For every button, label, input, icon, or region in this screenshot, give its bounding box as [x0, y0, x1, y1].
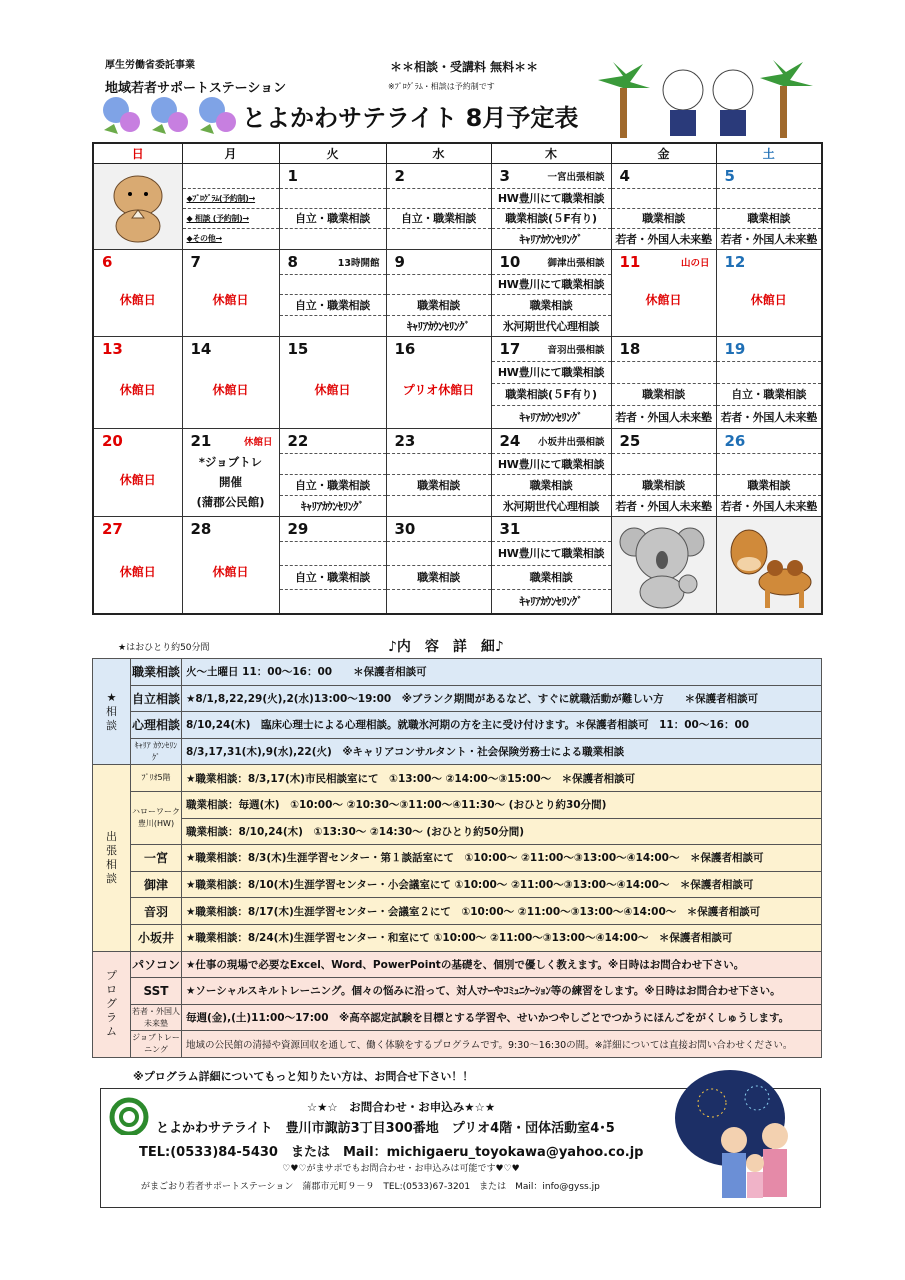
detail-row [93, 659, 822, 686]
calendar-day [386, 336, 491, 428]
schedule-line [612, 361, 716, 383]
row-text: 毎週(金),(土)11:00～17:00 ※高卒認定試験を目標とする学習や、せいかつやしごとでつかうにほんごをがくしゅうします。 [182, 1004, 822, 1031]
schedule-line: 職業相談 [387, 474, 491, 495]
day-number: 29 [287, 519, 309, 538]
day-number: 31 [499, 519, 521, 538]
otter-illustration-icon [94, 164, 182, 249]
schedule-line: 自立・職業相談 [280, 474, 386, 495]
detail-row [93, 818, 822, 845]
schedule-line: 職業相談 [492, 294, 611, 315]
closed-label: 休館日 [212, 293, 249, 307]
contact-info[interactable]: TEL:(0533)84-5430 または Mail：michigaeru_toyokawa@yahoo.co.jp [139, 1145, 644, 1160]
gamasapo-note: ♡♥♡がまサポでもお問合わせ・お申込みは可能です♥♡♥ [282, 1164, 520, 1174]
day-note: 御津出張相談 [547, 257, 605, 269]
weekday-header: 金 [611, 143, 716, 163]
schedule-line [280, 315, 386, 336]
schedule-line [717, 453, 822, 474]
schedule-line: 職業相談 [717, 208, 822, 228]
calendar-day [93, 336, 182, 428]
schedule-line: 若者・外国人未来塾 [717, 228, 822, 248]
row-key: 音羽 [131, 898, 182, 925]
day-note: 小坂井出張相談 [537, 436, 605, 448]
schedule-line [612, 453, 716, 474]
schedule-line: HW豊川にて職業相談 [492, 541, 611, 565]
schedule-line: 職業相談(５F有り) [492, 208, 611, 228]
row-text: ★職業相談：8/24(木)生涯学習センター・和室にて ①10:00～ ②11:00～③13:00～④14:00～ ＊保護者相談可 [182, 924, 822, 951]
legend-item: ◆ﾌﾟﾛｸﾞﾗﾑ(予約制)→ [183, 188, 279, 208]
day-number: 1 [287, 166, 298, 185]
row-text: ★職業相談：8/10(木)生涯学習センター・小会議室にて ①10:00～ ②11:00～③13:00～④14:00～ ＊保護者相談可 [182, 871, 822, 898]
schedule-line: 若者・外国人未来塾 [717, 495, 822, 516]
legend-item: ◆その他→ [183, 228, 279, 248]
row-text: 地域の公民館の清掃や資源回収を通して、働く体験をするプログラムです。9:30～16:30の間。※詳細については直接お問い合わせください。 [182, 1031, 822, 1058]
row-text: ★8/1,8,22,29(火),2(水)13:00～19:00 ※ブランク期間があるなど、すぐに就職活動が難しい方 ＊保護者相談可 [182, 685, 822, 712]
schedule-line: 職業相談 [612, 208, 716, 228]
schedule-line [280, 589, 386, 613]
day-number: 10 [499, 252, 521, 271]
row-text: 火～土曜日 11：00～16：00 ＊保護者相談可 [182, 659, 822, 686]
detail-row [93, 845, 822, 872]
detail-row [93, 898, 822, 925]
day-number: 15 [287, 339, 309, 358]
row-text: 職業相談：毎週(木) ①10:00～ ②10:30～③11:00～④11:30～ (おひとり約30分間) [182, 791, 822, 818]
row-key: ハローワーク豊川(HW) [131, 791, 182, 844]
day-number: 24 [499, 431, 521, 450]
day-number: 6 [102, 252, 113, 271]
schedule-line [387, 541, 491, 565]
calendar-day [716, 336, 822, 428]
detail-row [93, 978, 822, 1005]
calendar-week [93, 249, 822, 336]
closed-label: 休館日 [119, 382, 156, 397]
schedule-line: ｷｬﾘｱｶｳﾝｾﾘﾝｸﾞ [280, 495, 386, 516]
calendar-day [491, 428, 611, 516]
schedule-line: 若者・外国人未来塾 [612, 405, 716, 427]
day-number: 9 [394, 252, 405, 271]
weekday-header: 土 [716, 143, 822, 163]
day-number: 3 [499, 166, 510, 185]
schedule-line: HW豊川にて職業相談 [492, 361, 611, 383]
row-key: ﾌﾟﾘｵ5階 [131, 765, 182, 792]
free-notice: ＊＊相談・受講料 無料＊＊ [390, 60, 539, 74]
schedule-line: 自立・職業相談 [280, 565, 386, 589]
schedule-line [717, 361, 822, 383]
closed-label: プリオ休館日 [402, 382, 475, 397]
closed-label: 休館日 [314, 382, 351, 397]
schedule-line [280, 274, 386, 295]
row-key: 若者・外国人未来塾 [131, 1004, 182, 1031]
calendar-day [386, 428, 491, 516]
schedule-line: 自立・職業相談 [280, 208, 386, 228]
event-text: (蒲郡公民館) [196, 494, 265, 509]
day-number: 30 [394, 519, 416, 538]
camel-illustration-icon [717, 517, 822, 614]
calendar-day [611, 249, 716, 336]
row-text: ★職業相談：8/3(木)生涯学習センター・第１談話室にて ①10:00～ ②11:00～③13:00～④14:00～ ＊保護者相談可 [182, 845, 822, 872]
day-number: 16 [394, 339, 416, 358]
calendar-day [93, 428, 182, 516]
row-key: 職業相談 [131, 659, 182, 686]
calendar-day [182, 336, 279, 428]
detail-row [93, 765, 822, 792]
details-heading: ♪内 容 詳 細♪ [388, 639, 504, 655]
schedule-line [280, 228, 386, 248]
row-key: SST [131, 978, 182, 1005]
reservation-note: ※ﾌﾟﾛｸﾞﾗﾑ・相談は予約制です [388, 82, 495, 91]
row-key: 小坂井 [131, 924, 182, 951]
day-number: 19 [724, 339, 746, 358]
schedule-line [387, 274, 491, 295]
schedule-line [717, 188, 822, 208]
closed-label: 休館日 [119, 472, 156, 487]
day-number: 20 [102, 431, 123, 450]
schedule-line [387, 495, 491, 516]
row-key: パソコン [131, 951, 182, 978]
calendar-day [611, 428, 716, 516]
day-number: 17 [499, 339, 521, 358]
weekday-header: 木 [491, 143, 611, 163]
calendar-day [716, 516, 822, 614]
details-note: ★はおひとり約50分間 [118, 643, 210, 653]
calendar-week [93, 428, 822, 516]
closed-label: 休館日 [212, 382, 249, 397]
day-number: 8 [287, 252, 298, 271]
schedule-line: 職業相談(５F有り) [492, 383, 611, 405]
calendar-day [279, 516, 386, 614]
schedule-line: ｷｬﾘｱｶｳﾝｾﾘﾝｸﾞ [492, 405, 611, 427]
day-note: 休館日 [243, 436, 273, 448]
row-text: ★職業相談：8/3,17(木)市民相談室にて ①13:00～ ②14:00～③15:00～ ＊保護者相談可 [182, 765, 822, 792]
legend-item: ◆ 相談 (予約制)→ [183, 208, 279, 228]
schedule-line: 職業相談 [612, 474, 716, 495]
calendar-day [182, 249, 279, 336]
group-label: 出張相談 [93, 765, 131, 951]
calendar-day [491, 516, 611, 614]
schedule-line: HW豊川にて職業相談 [492, 188, 611, 208]
detail-row [93, 738, 822, 765]
day-number: 21 [190, 431, 212, 450]
calendar-day [386, 516, 491, 614]
schedule-line: HW豊川にて職業相談 [492, 274, 611, 295]
weekday-header: 火 [279, 143, 386, 163]
closed-label: 休館日 [119, 565, 156, 580]
schedule-line: 職業相談 [387, 294, 491, 315]
closed-label: 休館日 [645, 293, 682, 307]
calendar-day [611, 163, 716, 249]
fireworks-family-illustration [672, 1068, 812, 1207]
more-info-note: ※プログラム詳細についてもっと知りたい方は、お問合せ下さい！！ [133, 1070, 474, 1083]
calendar-day [279, 249, 386, 336]
day-note: 13時開館 [337, 257, 380, 269]
detail-row [93, 685, 822, 712]
calendar-day [182, 163, 279, 249]
row-key: 心理相談 [131, 712, 182, 739]
row-text: 8/3,17,31(木),9(水),22(火) ※キャリアコンサルタント・社会保険労務士による職業相談 [182, 738, 822, 765]
schedule-line: 若者・外国人未来塾 [612, 228, 716, 248]
calendar-day [386, 163, 491, 249]
detail-row [93, 951, 822, 978]
group-label: プログラム [93, 951, 131, 1057]
day-number: 5 [724, 166, 735, 185]
schedule-line: 職業相談 [387, 565, 491, 589]
schedule-line: 氷河期世代心理相談 [492, 315, 611, 336]
row-text: 8/10,24(木) 臨床心理士による心理相談。就職氷河期の方を主に受け付けます。＊保護者相談可 11：00～16：00 [182, 712, 822, 739]
calendar-day [182, 516, 279, 614]
schedule-line: 職業相談 [492, 474, 611, 495]
commission-label: 厚生労働省委託事業 [105, 60, 195, 71]
schedule-line [387, 228, 491, 248]
calendar-day [182, 428, 279, 516]
calendar-table [92, 142, 823, 615]
row-text: ★仕事の現場で必要なExcel、Word、PowerPointの基礎を、個別で優しく教えます。※日時はお問合わせ下さい。 [182, 951, 822, 978]
schedule-line: 職業相談 [717, 474, 822, 495]
row-key: ｷｬﾘｱ ｶｳﾝｾﾘﾝｸﾞ [131, 738, 182, 765]
calendar-day [611, 516, 716, 614]
detail-row [93, 1004, 822, 1031]
schedule-line [387, 188, 491, 208]
calendar-day [386, 249, 491, 336]
day-number: 26 [724, 431, 746, 450]
schedule-line [387, 589, 491, 613]
row-key: 自立相談 [131, 685, 182, 712]
day-note: 音羽出張相談 [547, 344, 605, 356]
calendar-day [491, 336, 611, 428]
day-number: 2 [394, 166, 405, 185]
calendar-day [93, 249, 182, 336]
schedule-line: 自立・職業相談 [387, 208, 491, 228]
group-label: ★相談 [93, 659, 131, 765]
schedule-line [612, 188, 716, 208]
calendar-day [93, 516, 182, 614]
schedule-line: ｷｬﾘｱｶｳﾝｾﾘﾝｸﾞ [387, 315, 491, 336]
row-key: ジョブトレーニング [131, 1031, 182, 1058]
schedule-line: 若者・外国人未来塾 [717, 405, 822, 427]
row-text: ★職業相談：8/17(木)生涯学習センター・会議室２にて ①10:00～ ②11:00～③13:00～④14:00～ ＊保護者相談可 [182, 898, 822, 925]
day-number: 22 [287, 431, 309, 450]
detail-row [93, 712, 822, 739]
address: とよかわサテライト 豊川市諏訪3丁目300番地 プリオ4階・団体活動室4･5 [156, 1121, 615, 1136]
schedule-line: 氷河期世代心理相談 [492, 495, 611, 516]
event-text: 開催 [219, 474, 242, 489]
calendar-day [716, 163, 822, 249]
schedule-line: ｷｬﾘｱｶｳﾝｾﾘﾝｸﾞ [492, 589, 611, 613]
closed-label: 休館日 [212, 565, 249, 580]
page-title: とよかわサテライト 8月予定表 [242, 104, 579, 132]
calendar-day [716, 428, 822, 516]
day-number: 23 [394, 431, 416, 450]
day-number: 25 [619, 431, 641, 450]
schedule-line [280, 188, 386, 208]
calendar-day [279, 336, 386, 428]
schedule-line [280, 541, 386, 565]
row-text: ★ソーシャルスキルトレーニング。個々の悩みに沿って、対人ﾏﾅｰやｺﾐｭﾆｹｰｼｮﾝ等の練習をします。※日時はお問合わせ下さい。 [182, 978, 822, 1005]
schedule-line [280, 453, 386, 474]
day-number: 27 [102, 519, 123, 538]
calendar-day [279, 163, 386, 249]
schedule-line: 若者・外国人未来塾 [612, 495, 716, 516]
contact-heading: ☆★☆ お問合わせ・お申込み★☆★ [306, 1100, 496, 1114]
day-number: 18 [619, 339, 641, 358]
koala-illustration-icon [612, 517, 716, 614]
day-note: 山の日 [680, 257, 710, 269]
calendar-day [279, 428, 386, 516]
calendar-week [93, 163, 822, 249]
weekday-header: 月 [182, 143, 279, 163]
closed-label: 休館日 [750, 293, 787, 307]
schedule-line: ｷｬﾘｱｶｳﾝｾﾘﾝｸﾞ [492, 228, 611, 248]
day-number: 11 [619, 252, 641, 271]
day-number: 14 [190, 339, 212, 358]
day-number: 13 [102, 339, 123, 358]
day-number: 4 [619, 166, 630, 185]
day-number: 7 [190, 252, 201, 271]
calendar-day [611, 336, 716, 428]
day-number: 12 [724, 252, 746, 271]
schedule-line: 職業相談 [492, 565, 611, 589]
calendar-day [93, 163, 182, 249]
calendar-day [491, 163, 611, 249]
detail-row [93, 791, 822, 818]
event-text: *ジョブトレ [198, 455, 263, 470]
calendar-day [491, 249, 611, 336]
schedule-line: 自立・職業相談 [280, 294, 386, 315]
row-text: 職業相談：8/10,24(木) ①13:30～ ②14:30～ (おひとり約50分間) [182, 818, 822, 845]
day-note: 一宮出張相談 [547, 171, 605, 183]
schedule-line: 自立・職業相談 [717, 383, 822, 405]
morning-glory-icon [100, 94, 245, 142]
calendar-week [93, 336, 822, 428]
org-name: 地域若者サポートステーション [105, 81, 287, 96]
detail-row [93, 871, 822, 898]
detail-row [93, 924, 822, 951]
details-table [92, 658, 822, 1058]
weekday-header: 水 [386, 143, 491, 163]
schedule-line [387, 453, 491, 474]
weekday-header: 日 [93, 143, 182, 163]
detail-row [93, 1031, 822, 1058]
palm-tree-cats-illustration [598, 58, 818, 144]
calendar-day [716, 249, 822, 336]
day-number: 28 [190, 519, 212, 538]
closed-label: 休館日 [119, 293, 156, 307]
schedule-line: HW豊川にて職業相談 [492, 453, 611, 474]
gamagori-info: がまごおり若者サポートステーション 蒲郡市元町９－９ TEL:(0533)67-3201 または Mail：info@gyss.jp [141, 1182, 600, 1192]
schedule-line: 職業相談 [612, 383, 716, 405]
row-key: 御津 [131, 871, 182, 898]
calendar-week [93, 516, 822, 614]
row-key: 一宮 [131, 845, 182, 872]
